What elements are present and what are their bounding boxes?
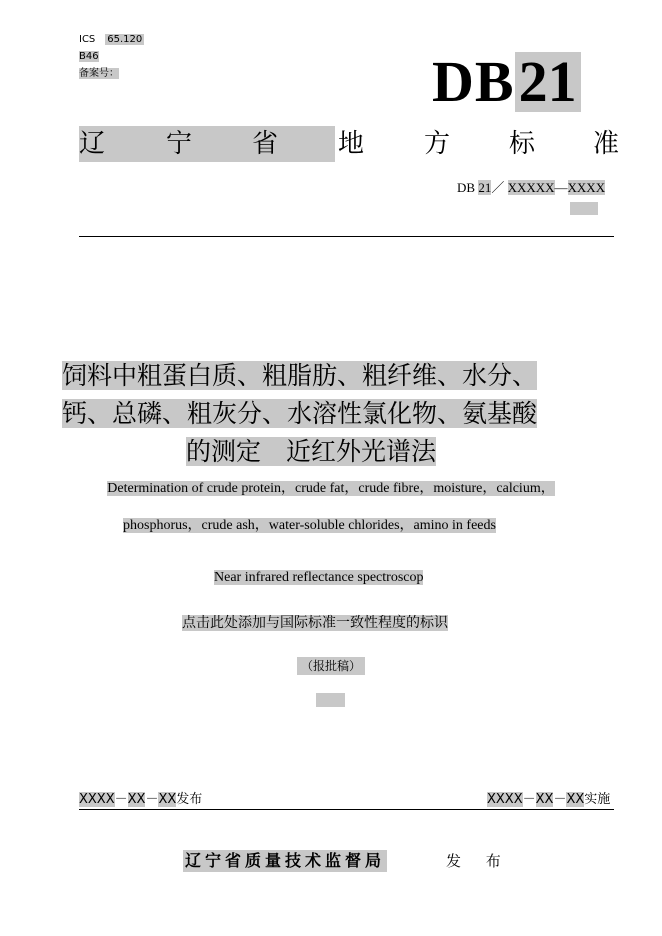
english-title-line-3 [214,568,423,588]
implement-sep: － [522,792,536,807]
number-part1: XXXXX [507,180,555,195]
ics-value: 65.120 [107,34,143,45]
release-year: XXXX [79,792,115,807]
release-sep: － [114,792,128,807]
number-dash: — [554,180,568,195]
standard-type-char: 辽 [79,129,106,159]
category-value: B46 [79,51,99,62]
standard-type [79,126,619,162]
consistency-note-text: 点击此处添加与国际标准一致性程度的标识 [182,615,448,631]
title-text-2: 钙、总磷、粗灰分、水溶性氯化物、氨基酸 [62,399,538,428]
number-province: 21 [478,180,492,195]
release-day: XX [158,792,177,807]
db-logo [432,49,581,114]
draft-status: （报批稿） [297,657,365,675]
number-sep: ／ [491,180,508,195]
standard-number [457,179,605,197]
title-line-2 [62,396,600,432]
standard-type-char: 准 [593,129,620,159]
issuer-name: 辽宁省质量技术监督局 [185,851,386,870]
title-text-1: 饲料中粗蛋白质、粗脂肪、粗纤维、水分、 [62,361,538,390]
english-title-line-1 [82,479,580,499]
number-placeholder-box [570,202,598,215]
header-rule [79,236,614,237]
english-title-text-1: Determination of crude protein，crude fat，crude fibre，moisture，calcium， [107,481,555,496]
release-sep: － [145,792,159,807]
release-label: 发布 [176,792,203,807]
implement-sep: － [553,792,567,807]
number-part2: XXXX [567,180,606,195]
ics-label: ICS [79,34,96,45]
filing-label: 备案号： [79,68,119,79]
draft-placeholder-box [316,693,345,707]
title-line-1 [62,358,600,394]
release-month: XX [127,792,146,807]
logo-prefix: DB [432,49,515,114]
english-title-text-3: Near infrared reflectance spectroscop [214,570,424,585]
release-date [79,791,202,809]
implement-label: 实施 [584,792,611,807]
standard-type-char: 宁 [166,129,193,159]
implement-date [487,791,610,809]
standard-type-char: 方 [424,129,451,159]
footer-rule [79,809,614,810]
title-text-3: 的测定 近红外光谱法 [186,437,437,466]
english-title-line-2 [123,516,496,536]
implement-year: XXXX [487,792,523,807]
standard-type-char: 标 [509,129,536,159]
issue-label: 发 布 [446,852,511,870]
standard-type-char: 省 [252,129,279,159]
category-code [79,50,99,64]
number-prefix: DB [457,180,479,195]
standard-type-char: 地 [338,129,365,159]
implement-day: XX [566,792,585,807]
english-title-text-2: phosphorus，crude ash，water-soluble chlorides，amino in feeds [123,518,496,533]
title-line-3 [186,434,436,470]
implement-month: XX [535,792,554,807]
consistency-note[interactable] [182,613,448,633]
filing-number [79,67,119,81]
ics-line [79,33,144,47]
logo-code: 21 [515,52,581,112]
